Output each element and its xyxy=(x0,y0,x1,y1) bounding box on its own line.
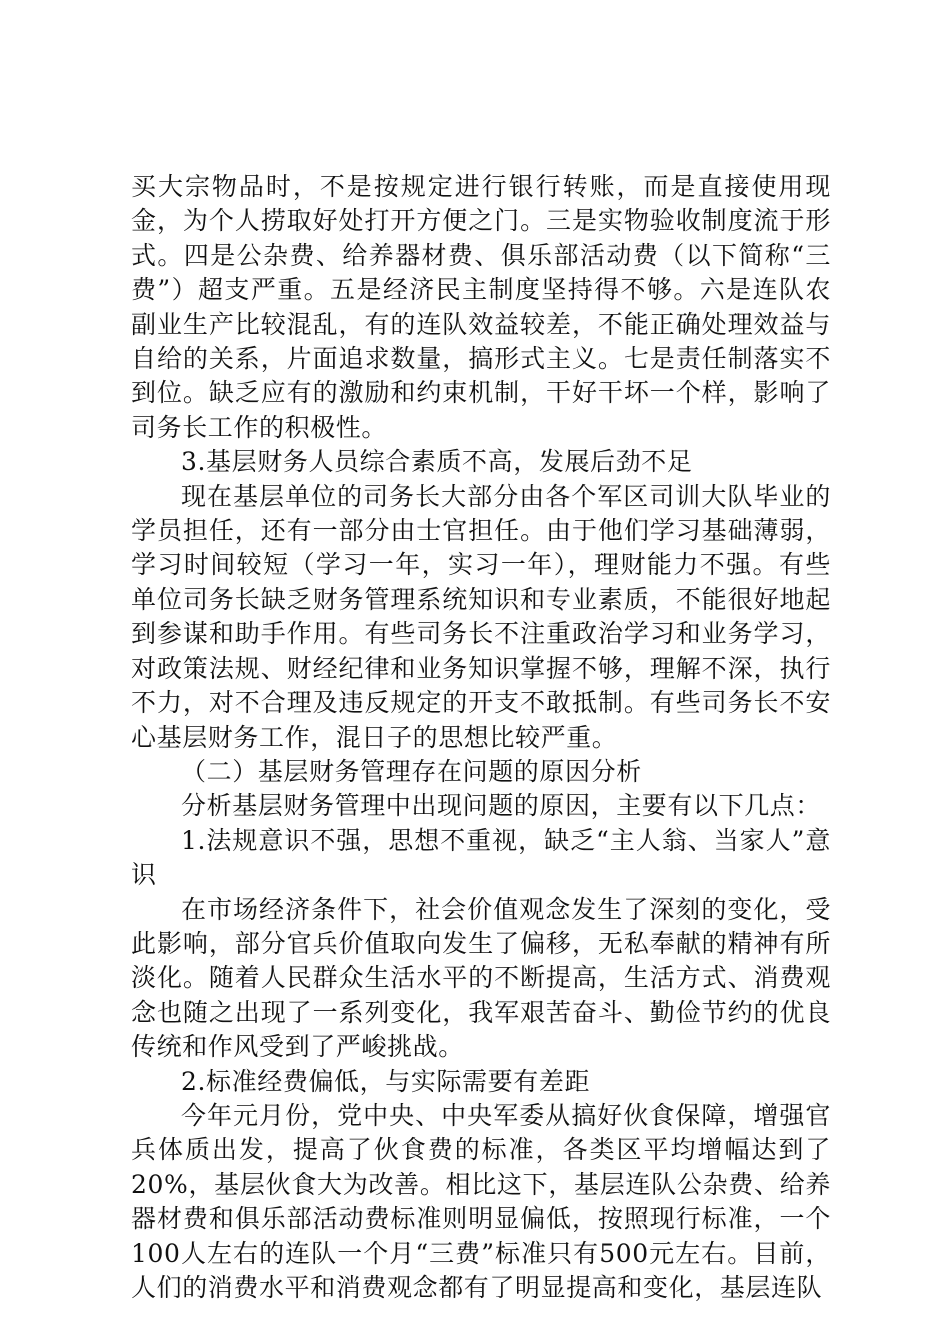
section-heading-1: 1.法规意识不强，思想不重视，缺乏“主人翁、当家人”意识 xyxy=(131,825,831,890)
section-heading-3: 3.基层财务人员综合素质不高，发展后劲不足 xyxy=(181,447,693,477)
section-heading-cause-analysis: （二）基层财务管理存在问题的原因分析 xyxy=(181,756,642,786)
paragraph-cause-intro: 分析基层财务管理中出现问题的原因，主要有以下几点： xyxy=(181,791,822,821)
paragraph-continuation: 买大宗物品时，不是按规定进行银行转账，而是直接使用现金，为个人捞取好处打开方便之门。三是实物验收制度流于形式。四是公杂费、给养器材费、俱乐部活动费（以下简称“三费”）超支严重。五是经济民主制度坚持得不够。六是连队农副业生产比较混乱，有的连队效益较差，不能正确处理效益与自给的关系，片面追求数量，搞形式主义。七是责任制落实不到位。缺乏应有的激励和约束机制，干好干坏一个样，影响了司务长工作的积极性。 xyxy=(131,172,831,442)
document-body xyxy=(131,170,831,1305)
paragraph-staff-quality: 现在基层单位的司务长大部分由各个军区司训大队毕业的学员担任，还有一部分由士官担任。由于他们学习基础薄弱，学习时间较短（学习一年，实习一年），理财能力不强。有些单位司务长缺乏财务管理系统知识和专业素质，不能很好地起到参谋和助手作用。有些司务长不注重政治学习和业务学习，对政策法规、财经纪律和业务知识掌握不够，理解不深，执行不力，对不合理及违反规定的开支不敢抵制。有些司务长不安心基层财务工作，混日子的思想比较严重。 xyxy=(131,481,831,752)
section-heading-2: 2.标准经费偏低，与实际需要有差距 xyxy=(181,1066,591,1096)
paragraph-market-economy: 在市场经济条件下，社会价值观念发生了深刻的变化，受此影响，部分官兵价值取向发生了偏移，无私奉献的精神有所淡化。随着人民群众生活水平的不断提高，生活方式、消费观念也随之出现了一系列变化，我军艰苦奋斗、勤俭节约的优良传统和作风受到了严峻挑战。 xyxy=(131,894,831,1062)
paragraph-funding-standard: 今年元月份，党中央、中央军委从搞好伙食保障，增强官兵体质出发，提高了伙食费的标准，各类区平均增幅达到了20%，基层伙食大为改善。相比这下，基层连队公杂费、给养器材费和俱乐部活动费标准则明显偏低，按照现行标准，一个100人左右的连队一个月“三费”标准只有500元左右。目前，人们的消费水平和消费观念都有了明显提高和变化，基层连队 xyxy=(131,1100,831,1302)
